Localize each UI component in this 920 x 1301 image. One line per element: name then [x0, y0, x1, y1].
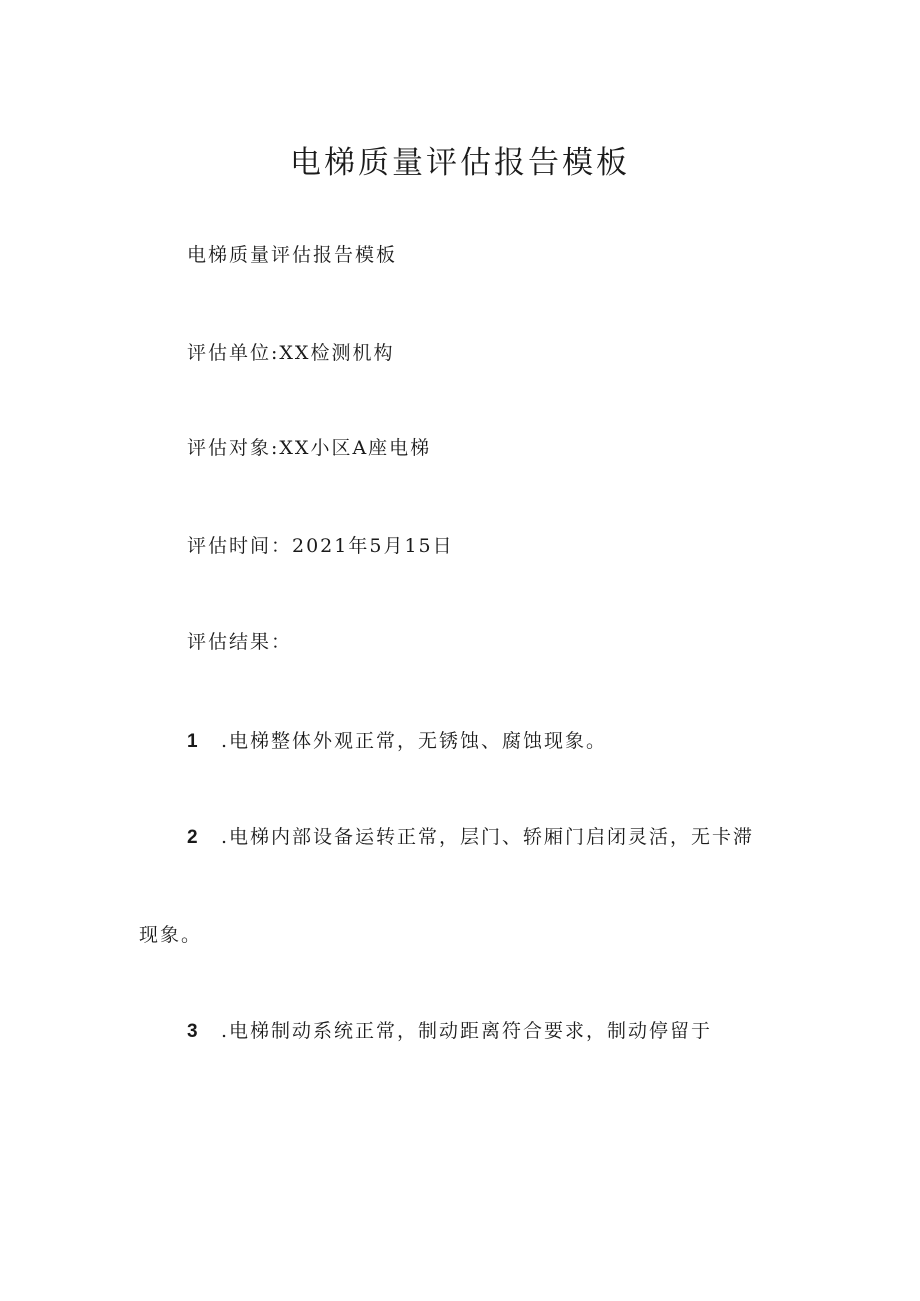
evaluation-unit: 评估单位:XX检测机构 — [187, 342, 395, 364]
result-item-text: .电梯内部设备运转正常，层门、轿厢门启闭灵活，无卡滞 — [221, 826, 755, 848]
result-item-number: 3 — [187, 1021, 200, 1042]
result-item-text: .电梯整体外观正常，无锈蚀、腐蚀现象。 — [221, 730, 608, 752]
evaluation-time: 评估时间：2021年5月15日 — [187, 535, 454, 557]
document-title: 电梯质量评估报告模板 — [290, 145, 630, 181]
document-subtitle: 电梯质量评估报告模板 — [187, 244, 398, 266]
result-item-3 — [187, 1016, 712, 1047]
result-item-number: 1 — [187, 731, 200, 752]
evaluation-target: 评估对象:XX小区A座电梯 — [187, 437, 432, 459]
result-item-text: .电梯制动系统正常，制动距离符合要求，制动停留于 — [221, 1020, 713, 1042]
result-item-number: 2 — [187, 827, 200, 848]
results-heading: 评估结果： — [187, 631, 293, 653]
result-item-1 — [187, 726, 607, 757]
result-item-2 — [187, 822, 754, 853]
result-item-2-continuation: 现象。 — [139, 924, 203, 946]
